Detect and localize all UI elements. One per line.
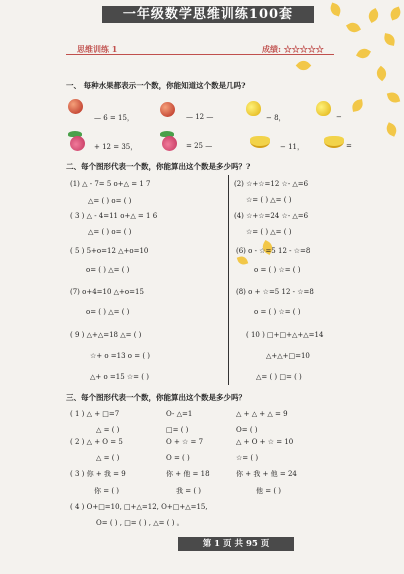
ginkgo-leaf-icon [237, 255, 249, 267]
column-divider [228, 175, 229, 385]
problem-text: ( 3 ) △ - 4=11 o+△ = 1 6 [70, 212, 158, 220]
problem-text: 你 + 他 = 18 [166, 470, 210, 478]
problem-text: ( 10 ) □+□+△+△=14 [246, 331, 324, 339]
answer-line: △ = ( ) [96, 454, 120, 462]
problem-text: (8) o + ☆=5 12 - ☆=8 [236, 288, 314, 296]
ginkgo-leaf-icon [328, 2, 342, 16]
equation-text: − 8， [266, 114, 286, 122]
ginkgo-leaf-icon [351, 99, 364, 112]
pear-icon [246, 101, 261, 116]
equation-text: + 12 = 35， [94, 143, 138, 151]
problem-text: (1) △ - 7= 5 o+△ = 1 7 [70, 180, 151, 188]
problem-text: △ + △ + △ = 9 [236, 410, 288, 418]
answer-line: 他 = ( ) [256, 487, 282, 495]
answer-line: □= ( ) [166, 426, 189, 434]
answer-line: o= ( ) △= ( ) [86, 266, 130, 274]
problem-text: △+ o =15 ☆= ( ) [90, 373, 149, 381]
apple-icon [160, 102, 175, 117]
section2-heading: 二、每个图形代表一个数，你能算出这个数是多少吗？? [66, 162, 251, 171]
answer-line: △ = ( ) [96, 426, 120, 434]
section1-heading: 一、 每种水果都表示一个数，你能知道这个数是几吗? [66, 81, 246, 90]
ginkgo-leaf-icon [346, 20, 361, 35]
problem-text: (4) ☆+☆=24 ☆- △=6 [234, 212, 309, 220]
equation-text: − 11， [280, 143, 304, 151]
problem-text: (6) o - ☆=5 12 - ☆=8 [236, 247, 311, 255]
ginkgo-leaf-icon [366, 8, 381, 23]
equation-text: = 25 — [186, 142, 213, 150]
radish-icon [70, 136, 85, 151]
answer-line: △= ( ) □= ( ) [256, 373, 302, 381]
answer-line: O= ( ) [236, 426, 258, 434]
score-label: 成绩: ☆☆☆☆☆ [262, 44, 324, 54]
answer-line: O = ( ) [166, 454, 190, 462]
radish-icon [162, 136, 177, 151]
problem-text: ( 9 ) △+△=18 △= ( ) [70, 331, 142, 339]
answer-line: ☆= ( ) △= ( ) [246, 228, 292, 236]
page-number: 第 1 页 共 95 页 [178, 537, 294, 551]
problem-text: △ + O + ☆ = 10 [236, 438, 294, 446]
page-title: 一年级数学思维训练100套 [102, 6, 314, 23]
apple-icon [68, 99, 83, 114]
problem-text: ( 4 ) O+□=10, □+△=12, O+□+△=15, [70, 503, 208, 511]
equation-text: − [336, 113, 342, 121]
ginkgo-leaf-icon [296, 58, 312, 74]
section3-heading: 三、每个图形代表一个数，你能算出这个数是多少吗？ [66, 393, 246, 402]
answer-line: o = ( ) ☆= ( ) [254, 308, 301, 316]
equation-text: — 6 = 15， [94, 114, 134, 122]
answer-line: △= ( ) o= ( ) [88, 228, 132, 236]
header-divider [66, 54, 334, 55]
problem-text: ( 1 ) △ + □=7 [70, 410, 120, 418]
answer-line: O= ( ) , □= ( ) , △= ( ) 。 [96, 519, 184, 527]
banana-icon [250, 136, 270, 148]
problem-text: ☆+ o =13 o = ( ) [90, 352, 151, 360]
answer-line: △= ( ) o= ( ) [88, 197, 132, 205]
answer-line: o = ( ) ☆= ( ) [254, 266, 301, 274]
answer-line: ☆= ( ) △= ( ) [246, 196, 292, 204]
answer-line: 你 = ( ) [94, 487, 120, 495]
ginkgo-leaf-icon [383, 33, 396, 46]
problem-text: O- △=1 [166, 410, 193, 418]
ginkgo-leaf-icon [356, 46, 371, 61]
equation-text: — 12 — [186, 113, 214, 121]
ginkgo-leaf-icon [387, 91, 400, 104]
problem-text: (2) ☆+☆=12 ☆- △=6 [234, 180, 309, 188]
problem-text: O + ☆ = 7 [166, 438, 204, 446]
answer-line: 我 = ( ) [176, 487, 202, 495]
pear-icon [316, 101, 331, 116]
problem-text: 你 + 我 + 他 = 24 [236, 470, 297, 478]
banana-icon [324, 136, 344, 148]
problem-text: ( 2 ) △ + O = 5 [70, 438, 123, 446]
ginkgo-leaf-icon [374, 66, 389, 81]
answer-line: o= ( ) △= ( ) [86, 308, 130, 316]
ginkgo-leaf-icon [388, 6, 402, 20]
equation-text: = [346, 142, 352, 150]
answer-line: ☆= ( ) [236, 454, 259, 462]
problem-text: ( 5 ) 5+o=12 △+o=10 [70, 247, 149, 255]
problem-text: ( 3 ) 你 + 我 = 9 [70, 470, 126, 478]
exercise-label: 思维训练 1 [77, 44, 118, 54]
problem-text: △+△+□=10 [266, 352, 310, 360]
ginkgo-leaf-icon [384, 122, 399, 137]
problem-text: (7) o+4=10 △+o=15 [70, 288, 144, 296]
